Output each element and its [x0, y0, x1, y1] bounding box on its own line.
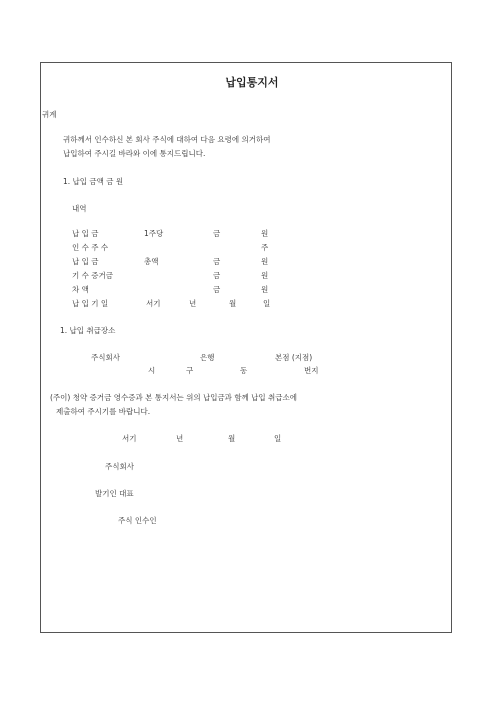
document-frame	[40, 62, 452, 633]
due-date-era: 서기	[146, 299, 161, 308]
section1-heading: 1. 납입 금액 금 원	[63, 177, 124, 186]
note-line-2: 제출하여 주시기를 바랍니다.	[56, 407, 151, 416]
breakdown-label: 내역	[72, 204, 87, 213]
place-company: 주식회사	[91, 353, 120, 362]
row-value: 금	[213, 285, 221, 294]
place-city: 시	[148, 366, 156, 375]
intro-line-1: 귀하께서 인수하신 본 회사 주식에 대하여 다음 요령에 의거하여	[63, 135, 271, 144]
place-branch: 본점 (지점)	[275, 353, 313, 362]
due-date-day: 일	[263, 299, 271, 308]
row-value: 금	[213, 229, 221, 238]
row-unit: 원	[261, 285, 269, 294]
place-dong: 동	[240, 366, 248, 375]
sign-subscriber: 주식 인수인	[118, 516, 157, 525]
row-unit: 원	[261, 229, 269, 238]
sign-date-day: 일	[274, 434, 282, 443]
sign-company: 주식회사	[105, 462, 134, 471]
sign-date-era: 서기	[122, 434, 137, 443]
place-district: 구	[186, 366, 194, 375]
document-title: 납입통지서	[225, 76, 279, 89]
row-label: 기 수 증거금	[72, 271, 113, 280]
row-mid: 1주당	[144, 229, 164, 238]
row-unit: 주	[261, 243, 269, 252]
intro-line-2: 납입하여 주시길 바라와 이에 통지드립니다.	[63, 149, 206, 158]
due-date-label: 납 입 기 일	[72, 299, 109, 308]
due-date-month: 월	[229, 299, 237, 308]
note-line-1: (주이) 청약 증거금 영수증과 본 통지서는 위의 납입금과 함께 납입 취급소에	[50, 393, 298, 402]
row-mid: 총액	[144, 257, 159, 266]
place-lot: 번지	[304, 366, 319, 375]
row-label: 인 수 주 수	[72, 243, 109, 252]
row-value: 금	[213, 257, 221, 266]
row-unit: 원	[261, 257, 269, 266]
section2-heading: 1. 납입 취급장소	[60, 326, 116, 335]
sign-date-year: 년	[176, 434, 184, 443]
row-unit: 원	[261, 271, 269, 280]
recipient: 귀계	[42, 110, 57, 119]
row-label: 차 액	[72, 285, 89, 294]
row-value: 금	[213, 271, 221, 280]
due-date-year: 년	[189, 299, 197, 308]
sign-issuer: 발기인 대표	[95, 489, 134, 498]
place-bank: 은행	[200, 353, 215, 362]
row-label: 납 입 금	[72, 229, 99, 238]
sign-date-month: 월	[228, 434, 236, 443]
row-label: 납 입 금	[72, 257, 99, 266]
